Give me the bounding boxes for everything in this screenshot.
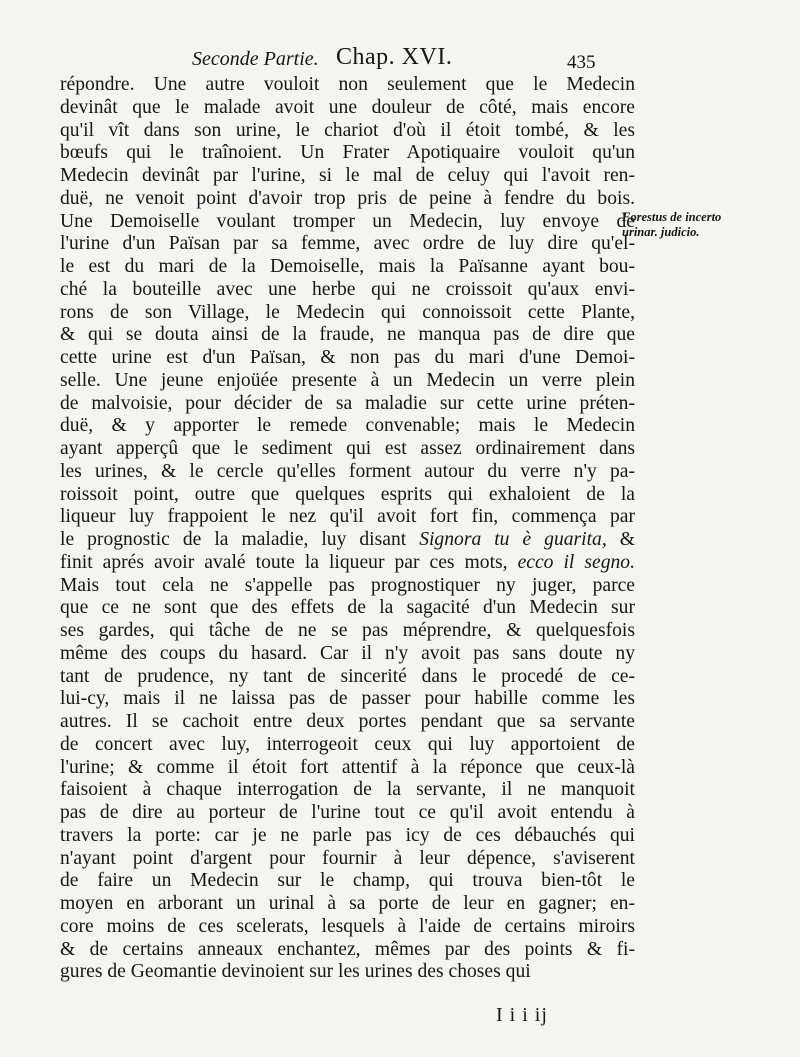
- text-line: de faire un Medecin sur le champ, qui trouva bien-tôt le: [60, 870, 635, 892]
- text-line: même des coups du hasard. Car il n'y avoit pas sans doute ny: [60, 642, 635, 664]
- main-text: [60, 74, 635, 984]
- text-line: duë, & y apporter le remede convenable; mais le Medecin: [60, 415, 635, 437]
- text-line: Une Demoiselle voulant tromper un Medecin, luy envoye de: [60, 210, 635, 232]
- text-segment: &: [606, 529, 635, 550]
- text-line: cette urine est d'un Païsan, & non pas du mari d'une Demoi-: [60, 347, 635, 368]
- text-line: moyen en arborant un urinal à sa porte de leur en gagner; en-: [60, 893, 635, 914]
- text-line: liqueur luy frappoient le nez qu'il avoit fort fin, commença par: [60, 506, 635, 528]
- text-line: roissoit point, outre que quelques esprits qui exhaloient de la: [60, 483, 635, 505]
- text-line: lui-cy, mais il ne laissa pas de passer pour habille comme les: [60, 688, 635, 710]
- text-line: qu'il vît dans son urine, le chariot d'où il étoit tombé, & les: [60, 119, 635, 141]
- text-line: pas de dire au porteur de l'urine tout ce qu'il avoit entendu à: [60, 802, 635, 823]
- text-line: l'urine d'un Païsan par sa femme, avec ordre de luy dire qu'el-: [60, 233, 635, 255]
- marginal-note-line: Forestus de incerto: [622, 210, 722, 224]
- text-line: n'ayant point d'argent pour fournir à leur dépence, s'aviserent: [60, 847, 635, 869]
- marginal-note: [622, 210, 797, 240]
- text-line: bœufs qui le traînoient. Un Frater Apotiquaire vouloit qu'un: [60, 142, 635, 164]
- signature-mark: I i i ij: [496, 1004, 548, 1026]
- text-line: de malvoisie, pour décider de sa maladie sur cette urine préten-: [60, 392, 635, 414]
- text-line: duë, ne venoit point d'avoir trop pris de peine à fendre du bois.: [60, 187, 635, 209]
- text-line: l'urine; & comme il étoit fort attentif à la réponce que ceux-là: [60, 756, 635, 778]
- text-line: ché la bouteille avec une herbe qui ne croissoit qu'aux envi-: [60, 278, 635, 300]
- part-title: Seconde Partie.: [192, 48, 319, 70]
- text-line: devinât que le malade avoit une douleur de côté, mais encore: [60, 96, 635, 118]
- text-line-mixed: [60, 529, 635, 552]
- text-line: ses gardes, qui tâche de ne se pas méprendre, & quelquesfois: [60, 620, 635, 641]
- text-line: & qui se douta ainsi de la fraude, ne manqua pas de dire que: [60, 324, 635, 346]
- text-line: tant de prudence, ny tant de sincerité dans le procedé de ce-: [60, 665, 635, 687]
- chapter-title: Chap. XVI.: [336, 44, 453, 70]
- text-line: de concert avec luy, interrogeoit ceux qui luy apportoient de: [60, 733, 635, 755]
- marginal-note-line: urinar. judicio.: [622, 225, 700, 239]
- text-line: répondre. Une autre vouloit non seulement que le Medecin: [60, 74, 635, 95]
- text-line: & de certains anneaux enchantez, mêmes par des points & fi-: [60, 938, 635, 960]
- text-segment: finit aprés avoir avalé toute la liqueur par ces mots,: [60, 551, 518, 573]
- text-line: autres. Il se cachoit entre deux portes pendant que sa servante: [60, 711, 635, 732]
- text-line: travers la porte: car je ne parle pas icy de ces débauchés qui: [60, 824, 635, 846]
- page-number: 435: [567, 52, 596, 73]
- text-line: ayant apperçû que le sediment qui est assez ordinairement dans: [60, 438, 635, 459]
- text-line: gures de Geomantie devinoient sur les urines des choses qui: [60, 961, 531, 983]
- text-line: le est du mari de la Demoiselle, mais la Païsanne ayant bou-: [60, 256, 635, 277]
- italic-quote: Signora tu è guarita,: [419, 529, 607, 550]
- text-line: les urines, & le cercle qu'elles forment autour du verre n'y pa-: [60, 460, 635, 482]
- running-header: [192, 44, 622, 74]
- text-line: Medecin devinât par l'urine, si le mal de celuy qui l'avoit ren-: [60, 165, 635, 186]
- text-line-mixed: [60, 552, 635, 575]
- text-line: rons de son Village, le Medecin qui connoissoit cette Plante,: [60, 301, 635, 323]
- text-line: Mais tout cela ne s'appelle pas prognostiquer ny juger, parce: [60, 574, 635, 596]
- text-line: que ce ne sont que des effets de la sagacité d'un Medecin sur: [60, 597, 635, 619]
- text-line: faisoient à chaque interrogation de la servante, il ne manquoit: [60, 779, 635, 801]
- text-line: core moins de ces scelerats, lesquels à l'aide de certains miroirs: [60, 915, 635, 937]
- text-segment: le prognostic de la maladie, luy disant: [60, 529, 420, 550]
- italic-quote: ecco il segno.: [517, 551, 635, 573]
- text-line: selle. Une jeune enjoüée presente à un Medecin un verre plein: [60, 369, 635, 391]
